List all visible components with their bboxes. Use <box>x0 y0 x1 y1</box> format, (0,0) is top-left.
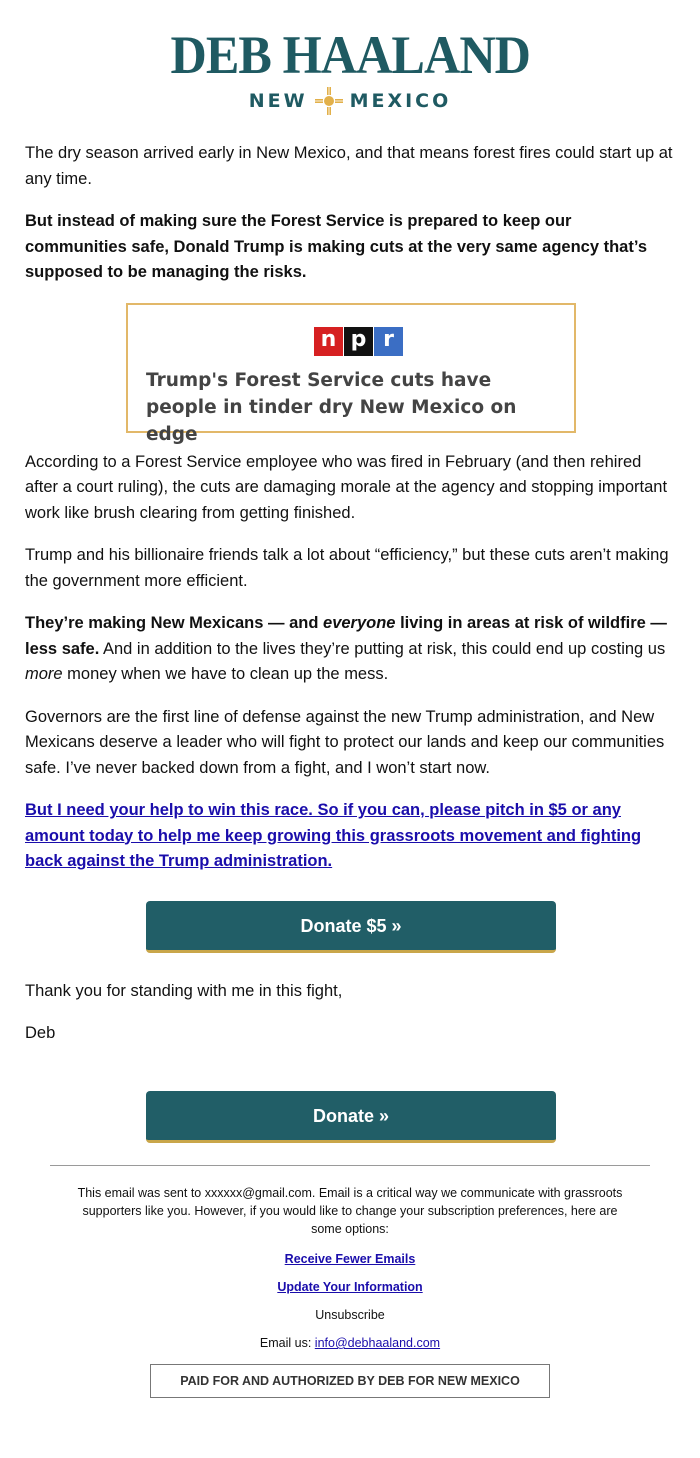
logo-new: NEW <box>248 90 308 112</box>
donate-cta-link[interactable]: But I need your help to win this race. So if you can, please pitch in $5 or any amount today to help me keep growing this grassroots movement and fighting back against the Trump administration. <box>25 801 642 870</box>
npr-logo-n: n <box>314 327 343 356</box>
logo-mexico: MEXICO <box>349 90 452 112</box>
npr-logo <box>314 327 404 356</box>
donate-5-button[interactable]: Donate $5 » <box>146 901 556 953</box>
unsubscribe-link[interactable]: Unsubscribe <box>315 1308 385 1322</box>
npr-article-card[interactable] <box>126 303 576 445</box>
logo-name: DEB HAALAND <box>170 25 530 85</box>
campaign-logo[interactable] <box>0 0 700 116</box>
paragraph-employee: According to a Forest Service employee who was fired in February (and then rehired after a court ruling), the cuts are damaging morale at the agency and stopping important work like brush clearing from getting finished. <box>25 452 668 522</box>
footer-notice: This email was sent to xxxxxx@gmail.com. Email is a critical way we communicate with grassroots supporters like you. However, if you would like to change your subscription preferences, here are some options: <box>77 1186 623 1236</box>
less-safe-bold: They’re making New Mexicans — and everyone living in areas at risk of wildfire — less safe. <box>25 614 667 658</box>
donate-button[interactable]: Donate » <box>146 1091 556 1143</box>
paragraph-cta <box>25 798 677 875</box>
receive-fewer-emails-link[interactable]: Receive Fewer Emails <box>284 1252 416 1266</box>
donate-wrapper <box>25 1091 677 1143</box>
npr-headline: Trump's Forest Service cuts have people in tinder dry New Mexico on edge <box>146 369 517 445</box>
logo-subtitle <box>0 86 700 116</box>
email-body <box>25 141 677 1143</box>
footer <box>50 1165 650 1398</box>
update-information-link[interactable]: Update Your Information <box>277 1280 423 1294</box>
npr-logo-r: r <box>374 327 403 356</box>
paragraph-efficiency: Trump and his billionaire friends talk a lot about “efficiency,” but these cuts aren’t making the government more efficient. <box>25 546 669 590</box>
paragraph-bold-claim: But instead of making sure the Forest Service is prepared to keep our communities safe, Donald Trump is making cuts at the very same agency that’s supposed to be managing the risks. <box>25 212 648 281</box>
zia-sun-icon <box>314 86 344 116</box>
email-label: Email us: <box>259 1336 315 1350</box>
paragraph-governors: Governors are the first line of defense against the new Trump administration, and New Mexicans deserve a leader who will fight to protect our lands and keep our communities safe. I’ve never backed down from a fight, and I won’t start now. <box>25 707 665 777</box>
paid-for-disclaimer: PAID FOR AND AUTHORIZED BY DEB FOR NEW MEXICO <box>150 1364 550 1398</box>
paragraph-intro: The dry season arrived early in New Mexico, and that means forest fires could start up at any time. <box>25 144 673 188</box>
thanks-line: Thank you for standing with me in this fight, <box>25 981 343 1000</box>
donate-5-wrapper <box>25 901 677 953</box>
signoff: Deb <box>25 1024 56 1042</box>
paragraph-less-safe: They’re making New Mexicans — and everyone living in areas at risk of wildfire — less safe. And in addition to the lives they’re putting at risk, this could end up costing us more money when we have to clean up the mess. <box>25 614 667 683</box>
email-address-link[interactable]: info@debhaaland.com <box>314 1336 441 1350</box>
npr-logo-p: p <box>344 327 373 356</box>
contact-email <box>50 1336 650 1350</box>
